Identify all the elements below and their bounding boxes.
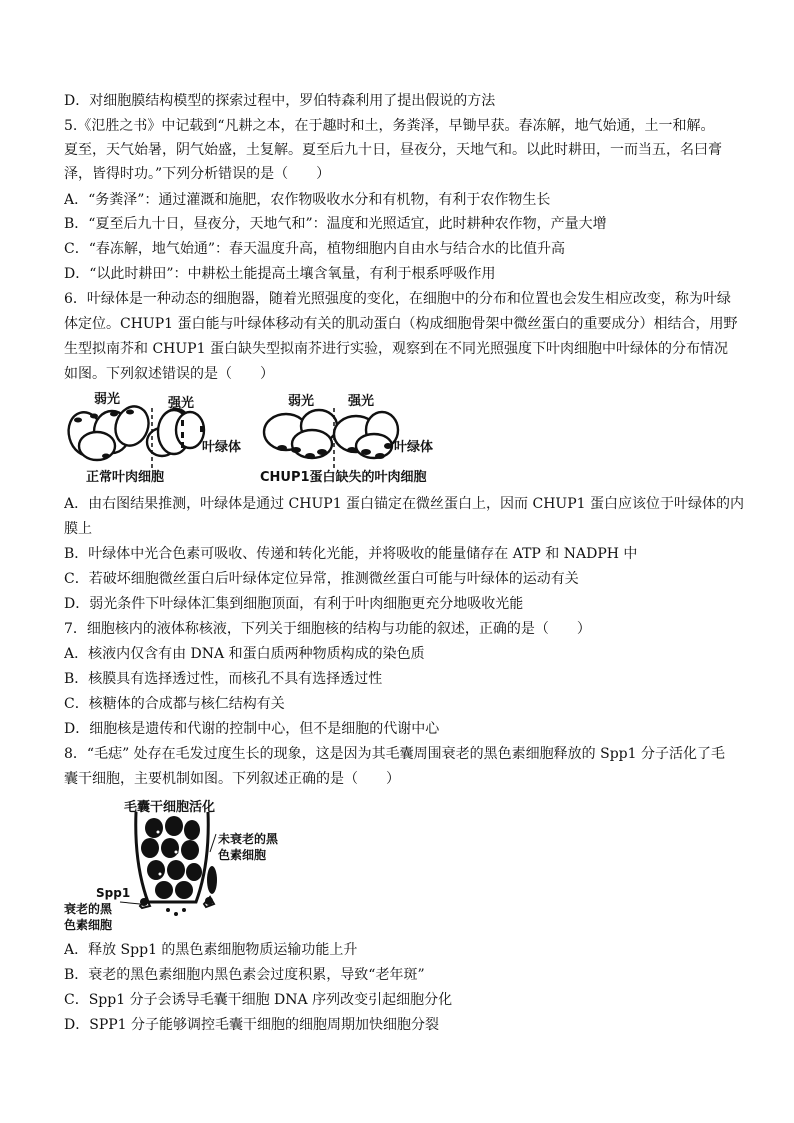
- option-b: B．核膜具有选择透过性，而核孔不具有选择透过性: [64, 671, 383, 687]
- chloroplast-label: 叶绿体: [202, 440, 242, 455]
- young-melanocyte-label-1: 未衰老的黑: [218, 832, 279, 846]
- spp1-label: Spp1: [96, 886, 131, 900]
- option-b: B．衰老的黑色素细胞内黑色素会过度积累，导致“老年斑”: [64, 967, 425, 983]
- option-d: D．弱光条件下叶绿体汇集到细胞顶面，有利于叶肉细胞更充分地吸收光能: [64, 596, 524, 612]
- option-a: A．由右图结果推测，叶绿体是通过 CHUP1 蛋白锚定在微丝蛋白上，因而 CHUP1 蛋白应该位于叶绿体的内: [64, 496, 744, 512]
- text-line: 囊干细胞，主要机制如图。下列叙述正确的是（ ）: [64, 771, 400, 787]
- option-d: D．SPP1 分子能够调控毛囊干细胞的细胞周期加快细胞分裂: [64, 1017, 440, 1033]
- option-a: A．“务粪泽”：通过灌溉和施肥，农作物吸收水分和有机物，有利于农作物生长: [64, 192, 551, 208]
- option-c: C．Spp1 分子会诱导毛囊干细胞 DNA 序列改变引起细胞分化: [64, 992, 453, 1008]
- option-a: A．释放 Spp1 的黑色素细胞物质运输功能上升: [64, 942, 358, 958]
- young-melanocyte-label-2: 色素细胞: [218, 848, 267, 862]
- question-6-stem: 6．叶绿体是一种动态的细胞器，随着光照强度的变化，在细胞中的分布和位置也会发生相应改变，称为叶绿: [64, 291, 731, 307]
- text-line: 体定位。CHUP1 蛋白能与叶绿体移动有关的肌动蛋白（构成细胞骨架中微丝蛋白的重要成分）相结合，用野: [64, 316, 738, 332]
- question-7-stem: 7．细胞核内的液体称核液，下列关于细胞核的结构与功能的叙述，正确的是（ ）: [64, 621, 591, 637]
- text-line: 泽，皆得时功。”下列分析错误的是（ ）: [64, 166, 331, 182]
- strong-light-label-2: 强光: [348, 394, 375, 409]
- old-melanocyte-label-1: 衰老的黑: [64, 902, 113, 916]
- option-b: B．“夏至后九十日，昼夜分，天地气和”：温度和光照适宜，此时耕种农作物，产量大增: [64, 216, 607, 232]
- mutant-cell-caption: CHUP1蛋白缺失的叶肉细胞: [260, 470, 427, 485]
- stem-cell-activation-label: 毛囊干细胞活化: [124, 800, 216, 815]
- question-5-stem: 5.《氾胜之书》中记载到“凡耕之本，在于趣时和土，务粪泽，早锄早获。春冻解，地气始通，土一和解。: [64, 118, 715, 134]
- normal-cell-caption: 正常叶肉细胞: [86, 470, 165, 485]
- text-line: 膜上: [64, 521, 92, 537]
- option-d: D．“以此时耕田”：中耕松土能提高土壤含氧量，有利于根系呼吸作用: [64, 266, 496, 282]
- text-line: 如图。下列叙述错误的是（ ）: [64, 366, 274, 382]
- question-8-stem: 8．“毛痣” 处存在毛发过度生长的现象，这是因为其毛囊周围衰老的黑色素细胞释放的 Spp1 分子活化了毛: [64, 746, 725, 762]
- option-d: D．细胞核是遗传和代谢的控制中心，但不是细胞的代谢中心: [64, 721, 440, 737]
- chloroplast-figure: [64, 386, 444, 486]
- weak-light-label: 弱光: [94, 392, 121, 407]
- option-c: C．核糖体的合成都与核仁结构有关: [64, 696, 285, 712]
- option-b: B．叶绿体中光合色素可吸收、传递和转化光能，并将吸收的能量储存在 ATP 和 NADPH 中: [64, 546, 638, 562]
- chloroplast-label-2: 叶绿体: [394, 440, 434, 455]
- text-line: D．对细胞膜结构模型的探索过程中，罗伯特森利用了提出假说的方法: [64, 93, 496, 109]
- strong-light-label: 强光: [168, 396, 195, 411]
- weak-light-label-2: 弱光: [288, 394, 315, 409]
- option-c: C．“春冻解，地气始通”：春天温度升高，植物细胞内自由水与结合水的比值升高: [64, 241, 566, 257]
- option-a: A．核液内仅含有由 DNA 和蛋白质两种物质构成的染色质: [64, 646, 425, 662]
- option-c: C．若破坏细胞微丝蛋白后叶绿体定位异常，推测微丝蛋白可能与叶绿体的运动有关: [64, 571, 579, 587]
- text-line: 生型拟南芥和 CHUP1 蛋白缺失型拟南芥进行实验，观察到在不同光照强度下叶肉细胞中叶绿体的分布情况: [64, 341, 728, 357]
- old-melanocyte-label-2: 色素细胞: [64, 918, 113, 932]
- hair-follicle-figure: [64, 794, 279, 934]
- text-line: 夏至，天气始暑，阴气始盛，土复解。夏至后九十日，昼夜分，天地气和。以此时耕田，一而当五，名曰膏: [64, 142, 722, 158]
